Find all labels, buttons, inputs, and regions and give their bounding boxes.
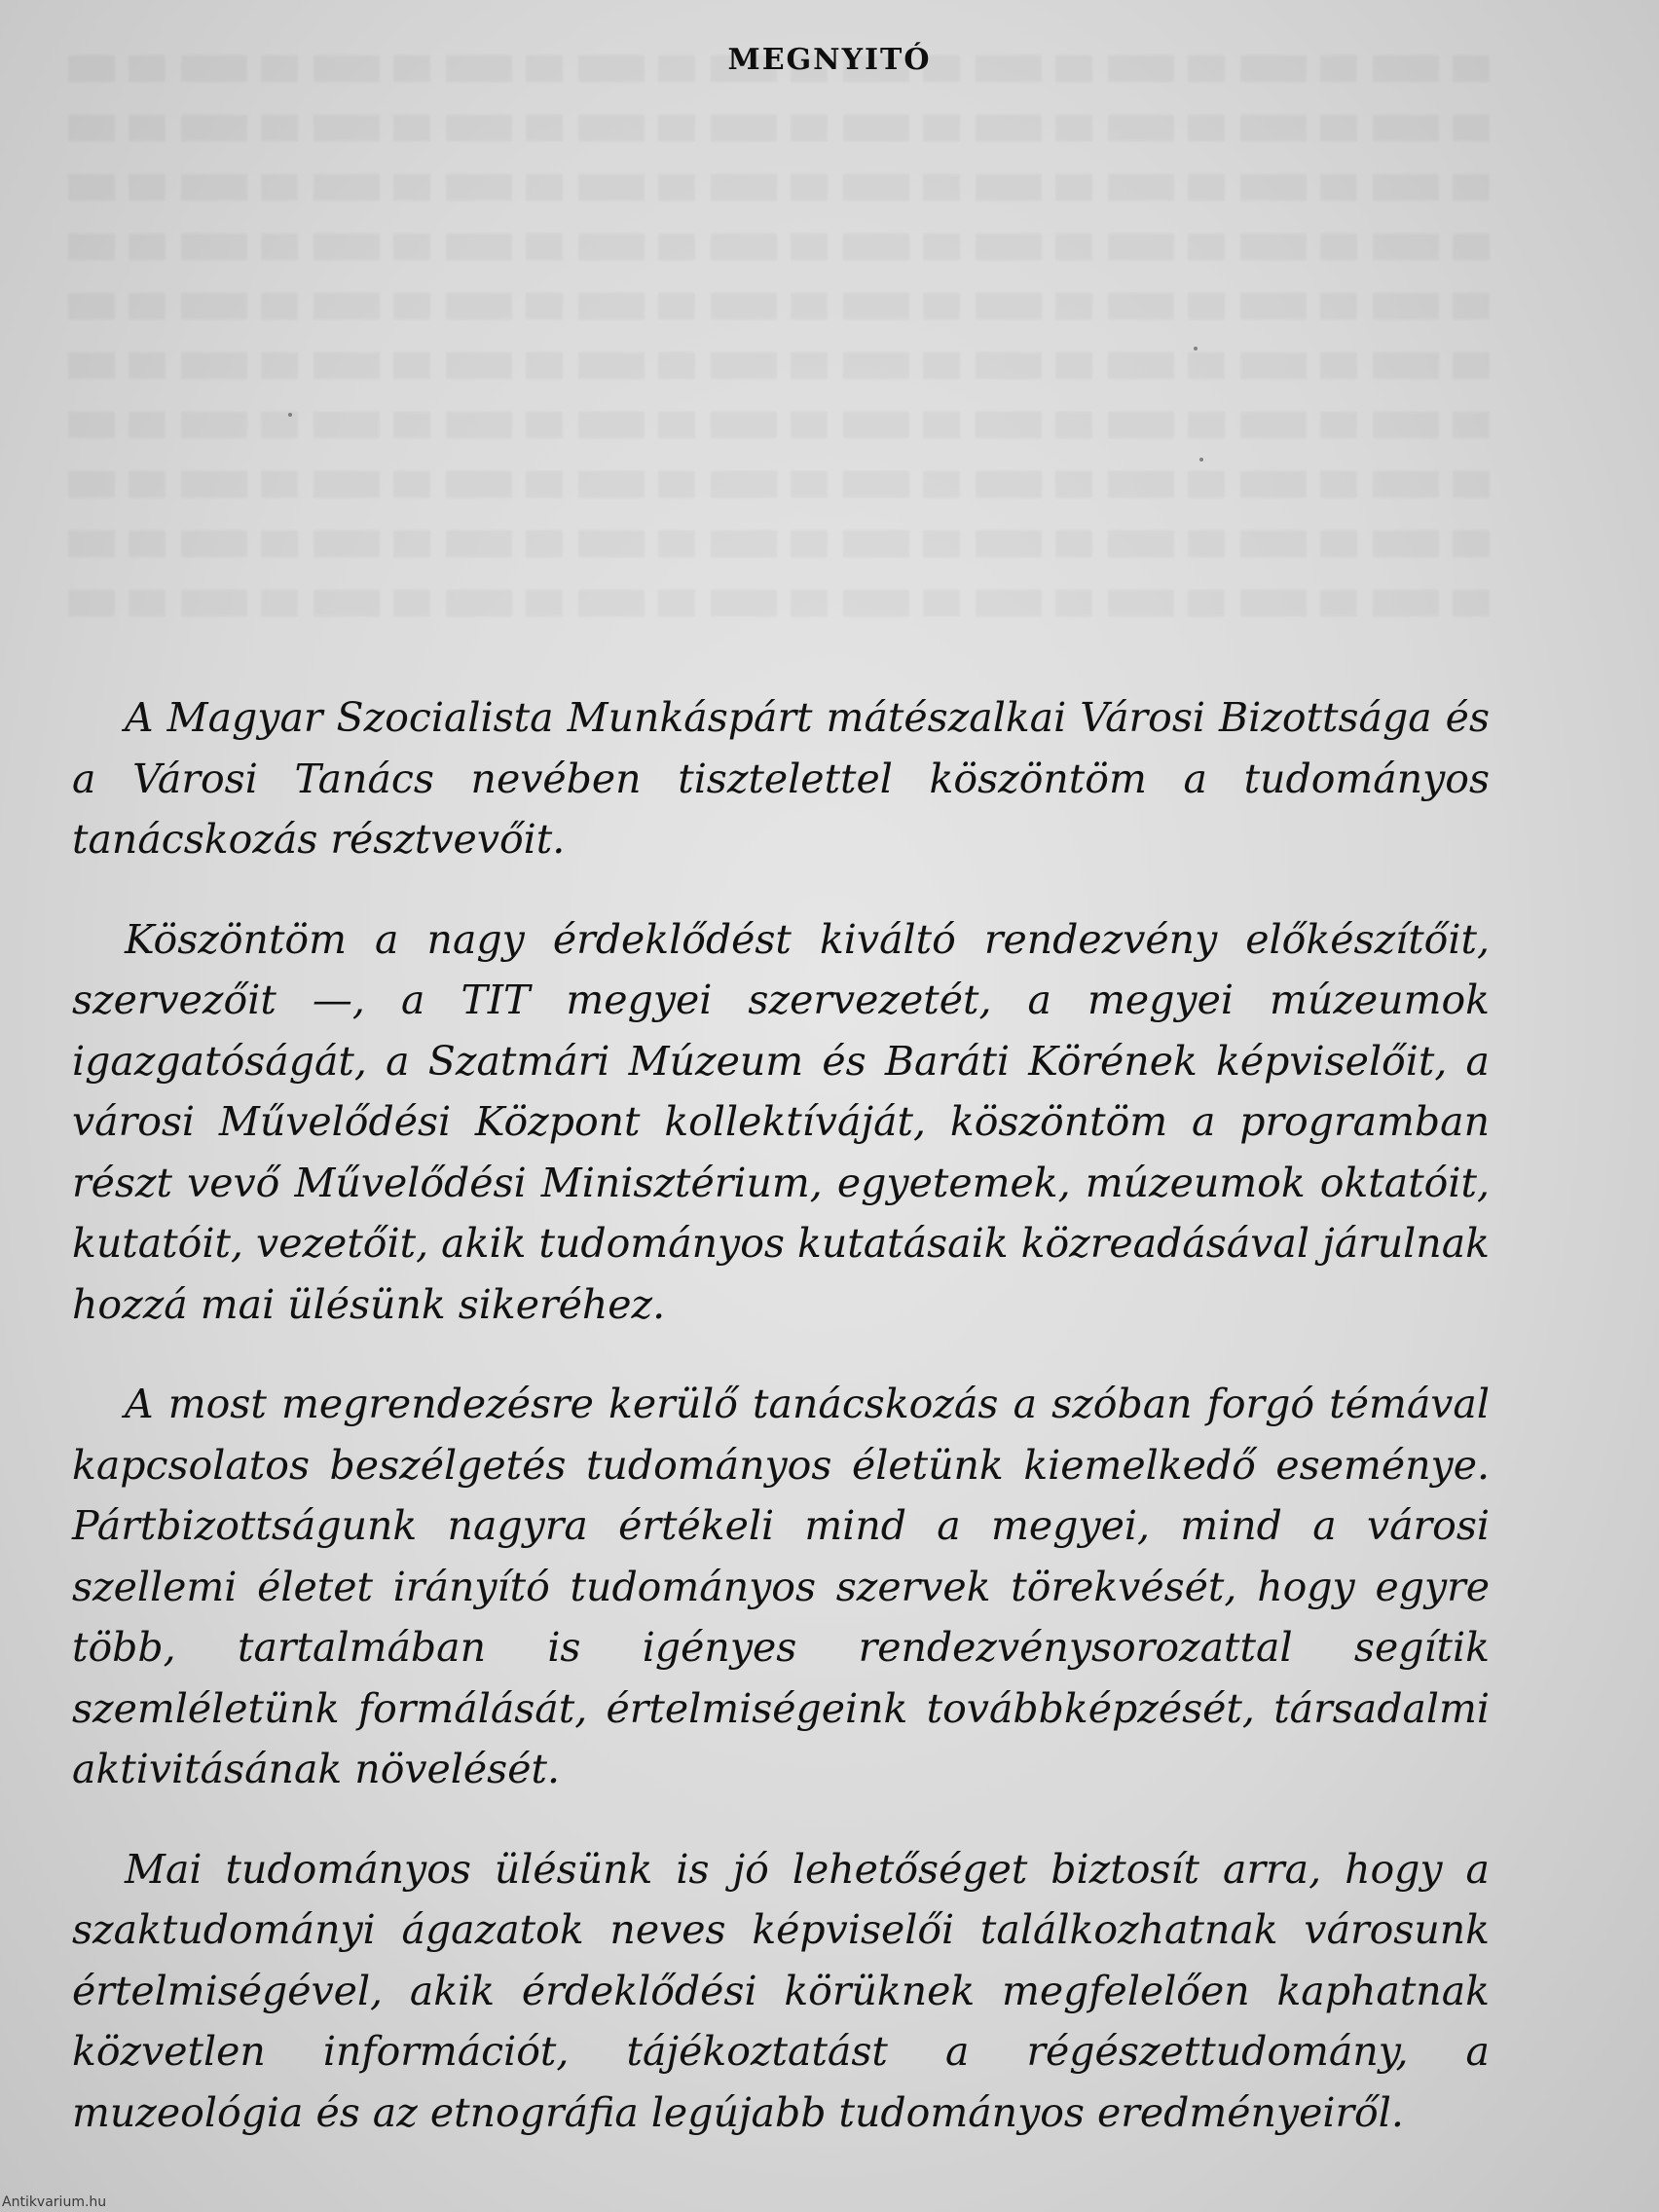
show-through-line [68, 590, 1490, 616]
paragraph-greeting: A Magyar Szocialista Munkáspárt mátészalkai Városi Bizottsága és a Városi Tanács nevében tisztelettel köszöntöm a tudományos tanácskozás résztvevőit. [72, 694, 1490, 863]
show-through-line [68, 531, 1490, 557]
show-through-text [68, 39, 1490, 682]
paragraph-event: A most megrendezésre kerülő tanácskozás a szóban forgó témával kapcsolatos beszélgetés tudományos életünk kiemelkedő eseménye. Pártbizottságunk nagyra értékeli mind a megyei, mind a városi szellemi életet irányító tudományos szervek törekvését, hogy egyre több, tartalmában is igényes rendezvénysorozattal segítik szemléletünk formálását, értelmiségeink továbbképzését, társadalmi aktivitásának növelését. [72, 1381, 1490, 1792]
watermark: Antikvarium.hu [2, 2194, 107, 2210]
paper-speck [1194, 347, 1198, 350]
show-through-line [68, 412, 1490, 438]
paper-speck [288, 413, 292, 417]
page-heading: MEGNYITÓ [727, 43, 932, 77]
show-through-line [68, 471, 1490, 498]
show-through-line [68, 293, 1490, 319]
body-text [72, 687, 1490, 2182]
paragraph-organizers: Köszöntöm a nagy érdeklődést kiváltó rendezvény előkészítőit, szervezőit —, a TIT megyei szervezetét, a megyei múzeumok igazgatóságát, a Szatmári Múzeum és Baráti Körének képviselőit, a városi Művelődési Központ kollektíváját, köszöntöm a programban részt vevő Művelődési Minisztérium, egyetemek, múzeumok oktatóit, kutatóit, vezetőit, akik tudományos kutatásaik közreadásával járulnak hozzá mai ülésünk sikeréhez. [72, 915, 1490, 1328]
paper-speck [1199, 458, 1203, 461]
show-through-line [68, 234, 1490, 260]
show-through-line [68, 115, 1490, 141]
paragraph-session: Mai tudományos ülésünk is jó lehetőséget biztosít arra, hogy a szaktudományi ágazatok neves képviselői találkozhatnak városunk értelmiségével, akik érdeklődési körüknek megfelelően kaphatnak közvetlen információt, tájékoztatást a régészettudomány, a muzeológia és az etnográfia legújabb tudományos eredményeiről. [72, 1845, 1490, 2136]
show-through-line [68, 174, 1490, 201]
show-through-line [68, 352, 1490, 379]
